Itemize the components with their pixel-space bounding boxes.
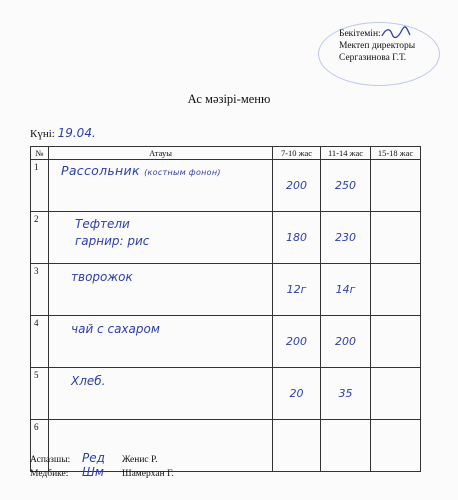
portion-value: 250 <box>335 179 356 192</box>
nurse-label: Медбике: <box>30 469 69 479</box>
header-age-15-18: 15-18 жас <box>371 147 421 160</box>
portion-value: 20 <box>289 387 304 400</box>
dish-name <box>49 160 272 178</box>
table-row <box>31 368 421 420</box>
table-row <box>31 264 421 316</box>
header-number: № <box>31 147 49 160</box>
portion-15-18 <box>371 420 421 472</box>
portion-value: 180 <box>286 231 307 244</box>
portion-15-18 <box>371 316 421 368</box>
portion-7-10 <box>273 264 321 316</box>
dish-note: (костным фонон) <box>144 168 221 177</box>
nurse-name: Шамерхан Г. <box>122 469 174 479</box>
portion-15-18 <box>371 264 421 316</box>
approval-position: Мектеп директоры <box>339 41 416 51</box>
row-number: 2 <box>31 212 49 264</box>
portion-11-14 <box>321 264 371 316</box>
dish-cell <box>49 212 273 264</box>
portion-7-10 <box>273 160 321 212</box>
approval-name: Сергазинова Г.Т. <box>339 53 407 63</box>
dish-name: творожок <box>71 270 133 284</box>
row-number: 5 <box>31 368 49 420</box>
signatures-block <box>30 453 250 481</box>
row-number: 4 <box>31 316 49 368</box>
dish-title: Рассольник <box>61 163 140 178</box>
date-value: 19.04. <box>57 126 96 140</box>
header-age-11-14: 11-14 жас <box>321 147 371 160</box>
cook-signature: Ред <box>82 451 105 465</box>
cook-row <box>30 453 250 467</box>
portion-7-10 <box>273 420 321 472</box>
dish-garnish: гарнир: рис <box>75 234 150 248</box>
portion-15-18 <box>371 212 421 264</box>
portion-value: 200 <box>286 335 307 348</box>
portion-11-14 <box>321 368 371 420</box>
table-row <box>31 160 421 212</box>
header-age-7-10: 7-10 жас <box>273 147 321 160</box>
portion-7-10 <box>273 212 321 264</box>
portion-7-10 <box>273 368 321 420</box>
header-name: Атауы <box>49 147 273 160</box>
dish-cell <box>49 264 273 316</box>
menu-table <box>30 146 421 472</box>
portion-11-14 <box>321 160 371 212</box>
dish-name <box>49 212 272 250</box>
portion-11-14 <box>321 420 371 472</box>
cook-label: Аспазшы: <box>30 455 71 465</box>
cook-name: Женис Р. <box>122 455 158 465</box>
dish-cell <box>49 368 273 420</box>
approval-label: Бекітемін: <box>339 29 381 39</box>
table-row <box>31 316 421 368</box>
portion-11-14 <box>321 212 371 264</box>
portion-value: 14г <box>335 283 356 296</box>
nurse-row <box>30 467 250 481</box>
portion-11-14 <box>321 316 371 368</box>
row-number: 3 <box>31 264 49 316</box>
date-label: Күні: <box>30 128 55 140</box>
approval-block <box>339 28 454 64</box>
portion-value: 35 <box>338 387 353 400</box>
dish-name: Хлеб. <box>71 374 106 388</box>
table-header-row <box>31 147 421 160</box>
page-title: Ас мәзірі-меню <box>187 92 271 106</box>
date-row <box>30 126 96 140</box>
row-number: 1 <box>31 160 49 212</box>
portion-value: 200 <box>286 179 307 192</box>
row-number: 6 <box>31 420 49 472</box>
dish-cell <box>49 316 273 368</box>
portion-15-18 <box>371 160 421 212</box>
portion-value: 230 <box>335 231 356 244</box>
portion-value: 12г <box>286 283 307 296</box>
table-row <box>31 212 421 264</box>
dish-cell <box>49 160 273 212</box>
dish-name: чай с сахаром <box>71 322 160 336</box>
portion-7-10 <box>273 316 321 368</box>
dish-title: Тефтели <box>75 217 130 231</box>
portion-value: 200 <box>335 335 356 348</box>
nurse-signature: Шм <box>82 465 104 479</box>
portion-15-18 <box>371 368 421 420</box>
